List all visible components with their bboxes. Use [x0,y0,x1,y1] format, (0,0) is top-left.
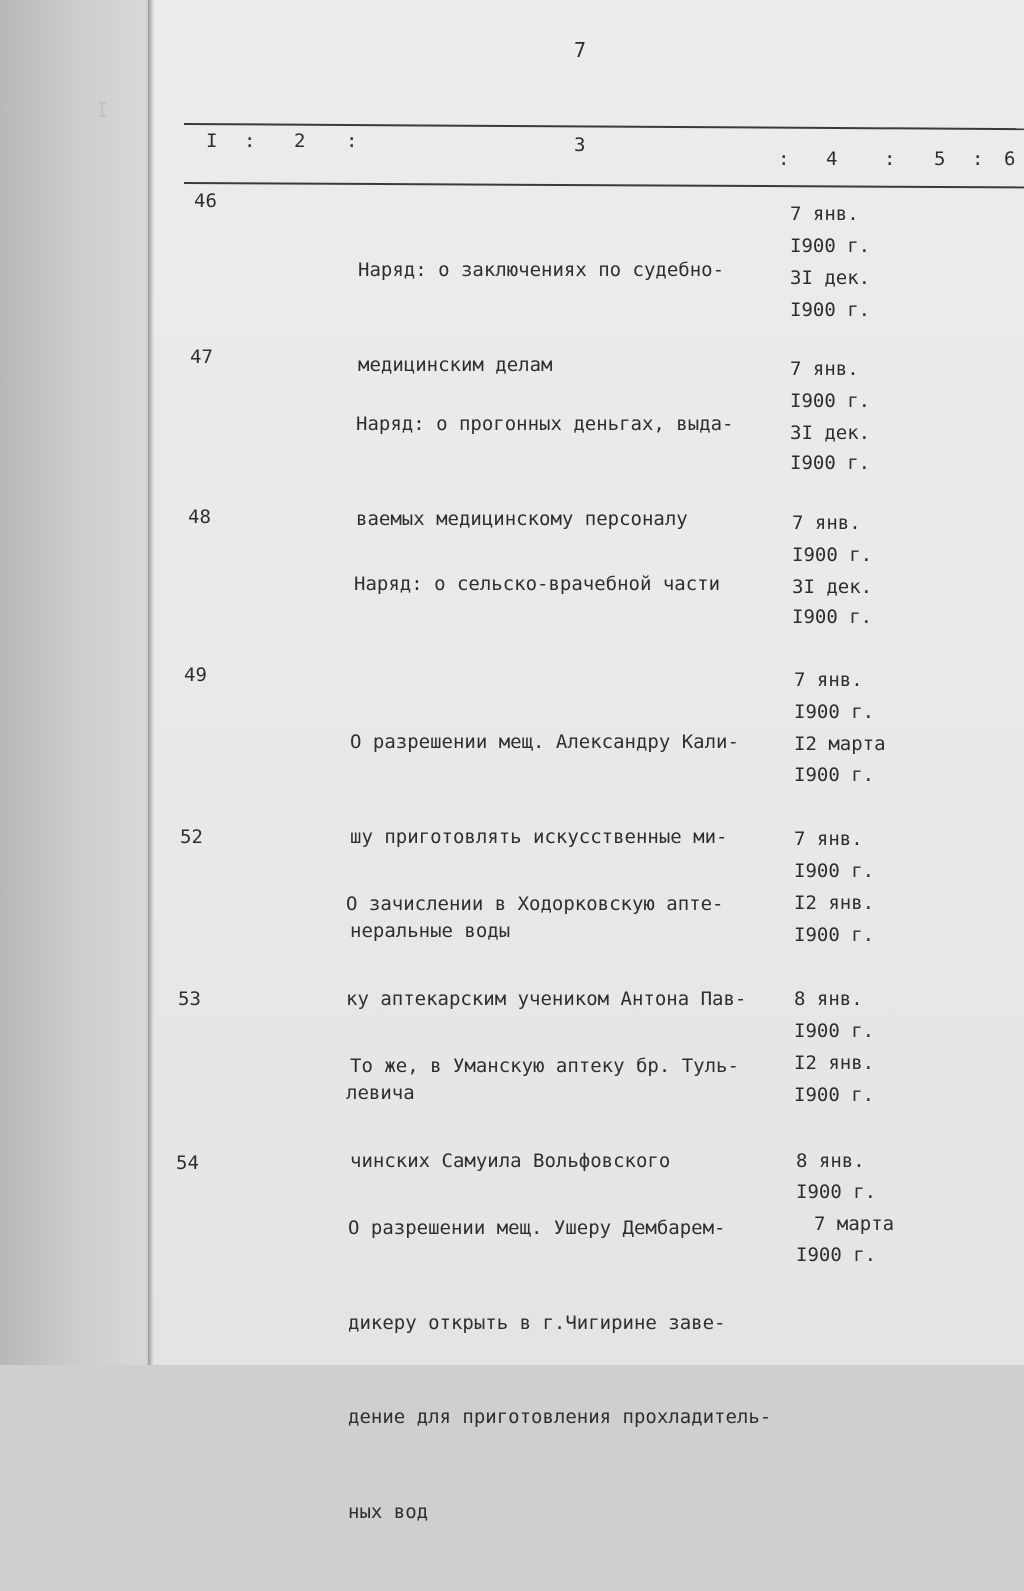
description-line: шу приготовлять искусственные ми- [350,825,728,848]
date-line: I900 г. [792,544,873,566]
entry-description [348,1150,771,1591]
description-line: чинских Самуила Вольфовского [350,1149,671,1172]
date-line: I2 янв. [794,1052,875,1074]
date-line: I900 г. [794,924,875,946]
header-col2: 2 [294,130,306,152]
page-number: 7 [574,38,587,62]
left-page-edge [0,0,150,1365]
date-line: 3I дек. [790,267,871,289]
description-line: неральные воды [350,920,511,942]
description-line: ку аптекарским учеником Антона Пав- [346,987,747,1010]
date-line: 8 янв. [796,1150,865,1172]
date-line: 7 янв. [790,203,859,225]
date-line: I900 г. [794,860,875,882]
date-line: 3I дек. [792,576,873,598]
date-line: I900 г. [794,1084,875,1106]
description-line: Наряд: о сельско-врачебной части [354,573,721,595]
date-line: 3I дек. [790,422,871,444]
date-line: I2 янв. [794,892,875,914]
document-page [154,0,1024,1523]
description-line: ных вод [348,1500,429,1523]
header-sep2: : [346,130,358,152]
description-line: О разрешении мещ. Ушеру Дембарем- [348,1217,726,1239]
header-sep5: : [972,148,984,170]
header-sep3: : [778,148,790,170]
header-sep4: : [884,148,896,170]
entry-description [354,506,720,664]
header-col6: 6 [1004,148,1016,170]
date-line: 7 марта [814,1213,895,1235]
header-col4: 4 [826,148,838,170]
date-line: I900 г. [794,764,875,786]
date-line: 8 янв. [794,988,863,1010]
description-line: дикеру открыть в г.Чигирине заве- [348,1311,726,1334]
entry-number: 52 [180,826,203,848]
entry-number: 47 [190,346,213,368]
entry-number: 49 [184,664,207,686]
description-line: левича [346,1082,415,1104]
header-rule-top [184,123,1024,130]
description-line: Наряд: о прогонных деньгах, выда- [356,413,734,435]
date-line: I900 г. [794,1020,875,1042]
description-line: О зачислении в Ходорковскую апте- [346,893,724,915]
date-line: 7 янв. [794,669,863,691]
date-line: I900 г. [796,1244,877,1266]
left-page-ghost-header: · : I [0,98,121,122]
date-line: I900 г. [792,606,873,628]
header-sep1: : [244,130,256,152]
date-line: I900 г. [790,452,871,474]
date-line: I900 г. [794,701,875,723]
entry-number: 54 [176,1152,199,1174]
description-line: дение для приготовления прохладитель- [348,1406,772,1428]
date-line: I900 г. [790,390,871,412]
header-rule-bottom [184,182,1024,188]
entry-number: 53 [178,988,201,1010]
date-line: 7 янв. [792,512,861,534]
description-line: То же, в Уманскую аптеку бр. Туль- [350,1055,739,1077]
date-line: 7 янв. [794,828,863,850]
header-col5: 5 [934,148,946,170]
header-col3: 3 [574,134,586,156]
description-line: О разрешении мещ. Александру Кали- [350,731,739,753]
description-line: медицинским делам [358,353,553,376]
entry-number: 46 [194,190,217,212]
description-line: ваемых медицинскому персоналу [356,507,688,530]
description-line: Наряд: о заключениях по судебно- [358,259,725,281]
date-line: 7 янв. [790,358,859,380]
date-line: I2 марта [794,733,886,755]
date-line: I900 г. [790,235,871,257]
date-line: I900 г. [796,1181,877,1203]
date-line: I900 г. [790,299,871,321]
header-col1: I [206,130,218,152]
entry-number: 48 [188,506,211,528]
